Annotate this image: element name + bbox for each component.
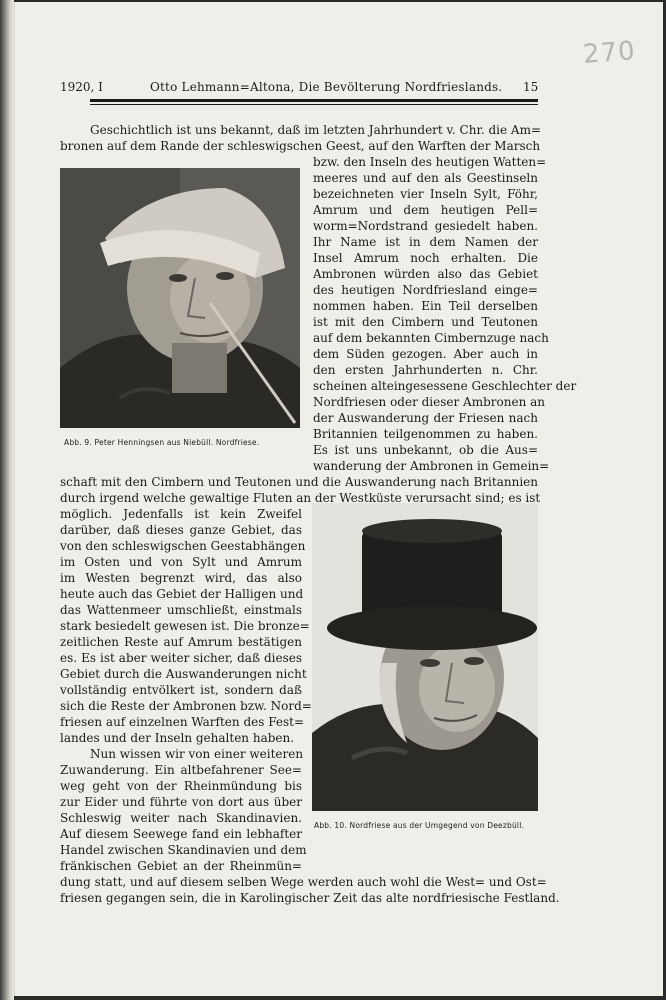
body-line: es. Es ist aber weiter sicher, daß dieses (60, 651, 302, 665)
body-line: dung statt, und auf diesem selben Wege werden auch wohl die West= und Ost= (60, 875, 547, 889)
body-line: der Auswanderung der Friesen nach (313, 411, 538, 425)
body-line: Britannien teilgenommen zu haben. (313, 427, 538, 441)
header-page-number: 15 (523, 80, 539, 94)
body-line: zeitlichen Reste auf Amrum bestätigen (60, 635, 302, 649)
body-line: bronen auf dem Rande der schleswigschen Geest, auf den Warften der Marsch (60, 139, 541, 153)
body-line: heute auch das Gebiet der Halligen und (60, 587, 304, 601)
body-line: Schleswig weiter nach Skandinavien. (60, 811, 302, 825)
body-line: möglich. Jedenfalls ist kein Zweifel (60, 507, 302, 521)
portrait-peter-henningsen (60, 168, 300, 428)
header-title: Otto Lehmann=Altona, Die Bevölterung Nordfrieslands. (150, 80, 503, 94)
body-line: Insel Amrum noch erhalten. Die (313, 251, 538, 265)
body-line: Zuwanderung. Ein altbefahrener See= (60, 763, 302, 777)
body-line: des heutigen Nordfriesland einge= (313, 283, 538, 297)
portrait-nordfriese-deezbuell (312, 503, 538, 811)
body-line: wanderung der Ambronen in Gemein= (313, 459, 550, 473)
body-line: Nordfriesen oder dieser Ambronen an (313, 395, 545, 409)
body-line: Gebiet durch die Auswanderungen nicht (60, 667, 307, 681)
header-rule-thick (90, 99, 538, 102)
body-line: dem Süden gezogen. Aber auch in (313, 347, 538, 361)
body-line: fränkischen Gebiet an der Rheinmün= (60, 859, 302, 873)
body-line: vollständig entvölkert ist, sondern daß (60, 683, 302, 697)
body-line: Ambronen würden also das Gebiet (313, 267, 538, 281)
body-line: friesen gegangen sein, die in Karolingischer Zeit das alte nordfriesische Festland. (60, 891, 560, 905)
body-line: Geschichtlich ist uns bekannt, daß im letzten Jahrhundert v. Chr. die Am= (90, 123, 542, 137)
body-line: scheinen alteingesessene Geschlechter der (313, 379, 577, 393)
body-line: Auf diesem Seewege fand ein lebhafter (60, 827, 302, 841)
body-line: friesen auf einzelnen Warften des Fest= (60, 715, 305, 729)
body-line: Handel zwischen Skandinavien und dem (60, 843, 307, 857)
body-line: im Osten und von Sylt und Amrum (60, 555, 302, 569)
body-line: von den schleswigschen Geestabhängen (60, 539, 306, 553)
figure-10-caption: Abb. 10. Nordfriese aus der Umgegend von Deezbüll. (314, 821, 525, 830)
body-line: nommen haben. Ein Teil derselben (313, 299, 538, 313)
figure-10-photo (312, 503, 538, 811)
body-line: bzw. den Inseln des heutigen Watten= (313, 155, 547, 169)
header-issue: 1920, I (60, 80, 103, 94)
body-line: darüber, daß dieses ganze Gebiet, das (60, 523, 302, 537)
body-line: Ihr Name ist in dem Namen der (313, 235, 538, 249)
body-line: worm=Nordstrand gesiedelt haben. (313, 219, 538, 233)
body-line: sich die Reste der Ambronen bzw. Nord= (60, 699, 312, 713)
body-line: ist mit den Cimbern und Teutonen (313, 315, 538, 329)
body-line: meeres und auf den als Geestinseln (313, 171, 538, 185)
page-edge-shadow (0, 0, 14, 1000)
body-line: Nun wissen wir von einer weiteren (90, 747, 304, 761)
body-line: den ersten Jahrhunderten n. Chr. (313, 363, 538, 377)
body-line: landes und der Inseln gehalten haben. (60, 731, 295, 745)
body-line: zur Eider und führte von dort aus über (60, 795, 302, 809)
header-rule-thin (90, 104, 538, 105)
body-line: auf dem bekannten Cimbernzuge nach (313, 331, 549, 345)
body-line: das Wattenmeer umschließt, einstmals (60, 603, 302, 617)
body-line: Amrum und dem heutigen Pell= (313, 203, 538, 217)
body-line: Es ist uns unbekannt, ob die Aus= (313, 443, 538, 457)
figure-9-photo (60, 168, 300, 428)
pencil-page-note: 270 (582, 36, 637, 70)
body-line: schaft mit den Cimbern und Teutonen und die Auswanderung nach Britannien (60, 475, 538, 489)
body-line: im Westen begrenzt wird, das also (60, 571, 302, 585)
body-line: durch irgend welche gewaltige Fluten an der Westküste verursacht sind; es ist (60, 491, 541, 505)
figure-9-caption: Abb. 9. Peter Henningsen aus Niebüll. Nordfriese. (64, 438, 260, 447)
body-line: bezeichneten vier Inseln Sylt, Föhr, (313, 187, 538, 201)
body-line: weg geht von der Rheinmündung bis (60, 779, 302, 793)
body-line: stark besiedelt gewesen ist. Die bronze= (60, 619, 310, 633)
